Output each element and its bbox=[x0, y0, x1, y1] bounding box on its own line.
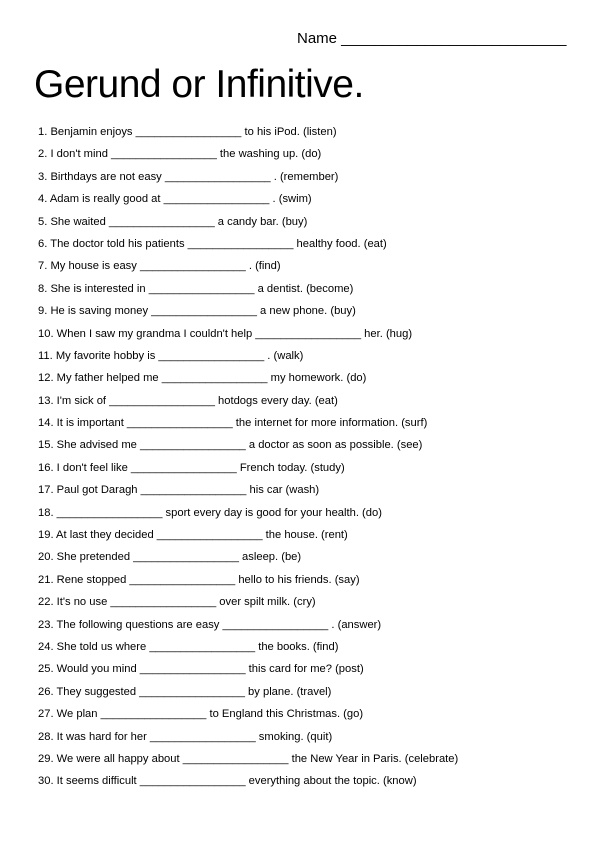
question-item: 2. I don't mind _________________ the washing up. (do) bbox=[38, 148, 322, 161]
question-item: 29. We were all happy about _________________ the New Year in Paris. (celebrate) bbox=[38, 752, 459, 765]
question-item: 13. I'm sick of _________________ hotdogs every day. (eat) bbox=[38, 394, 338, 407]
question-item: 15. She advised me _________________ a doctor as soon as possible. (see) bbox=[38, 439, 423, 452]
question-item: 18. _________________ sport every day is good for your health. (do) bbox=[38, 506, 382, 519]
question-item: 25. Would you mind _________________ this card for me? (post) bbox=[38, 663, 364, 676]
question-item: 17. Paul got Daragh _________________ his car (wash) bbox=[38, 484, 320, 497]
question-item: 6. The doctor told his patients _________________ healthy food. (eat) bbox=[38, 237, 387, 250]
question-item: 11. My favorite hobby is _________________ . (walk) bbox=[38, 349, 304, 362]
question-item: 26. They suggested _________________ by plane. (travel) bbox=[38, 685, 332, 698]
question-item: 21. Rene stopped _________________ hello to his friends. (say) bbox=[38, 573, 360, 586]
question-item: 1. Benjamin enjoys _________________ to his iPod. (listen) bbox=[38, 126, 337, 138]
question-item: 5. She waited _________________ a candy bar. (buy) bbox=[38, 215, 308, 228]
question-item: 19. At last they decided _________________ the house. (rent) bbox=[38, 529, 348, 542]
question-item: 16. I don't feel like _________________ French today. (study) bbox=[38, 461, 345, 474]
question-item: 3. Birthdays are not easy _________________ . (remember) bbox=[38, 170, 339, 183]
name-field: Name ___________________________ bbox=[297, 30, 567, 47]
question-item: 10. When I saw my grandma I couldn't help _________________ her. (hug) bbox=[38, 327, 413, 340]
question-item: 12. My father helped me _________________ my homework. (do) bbox=[38, 372, 367, 385]
question-item: 8. She is interested in _________________ a dentist. (become) bbox=[38, 282, 354, 295]
question-item: 23. The following questions are easy _________________ . (answer) bbox=[38, 618, 382, 631]
question-item: 14. It is important _________________ the internet for more information. (surf) bbox=[38, 417, 428, 430]
worksheet-title: Gerund or Infinitive. bbox=[34, 63, 364, 106]
question-list bbox=[38, 121, 458, 793]
question-item: 28. It was hard for her _________________ smoking. (quit) bbox=[38, 730, 333, 743]
question-item: 27. We plan _________________ to England this Christmas. (go) bbox=[38, 708, 364, 721]
question-item: 30. It seems difficult _________________ everything about the topic. (know) bbox=[38, 775, 417, 788]
question-item: 24. She told us where _________________ the books. (find) bbox=[38, 640, 339, 653]
question-item: 4. Adam is really good at _________________ . (swim) bbox=[38, 193, 312, 206]
question-item: 9. He is saving money _________________ a new phone. (buy) bbox=[38, 305, 356, 318]
question-item: 20. She pretended _________________ asleep. (be) bbox=[38, 551, 302, 564]
question-item: 22. It's no use _________________ over spilt milk. (cry) bbox=[38, 596, 316, 609]
question-item: 7. My house is easy _________________ . (find) bbox=[38, 260, 281, 273]
